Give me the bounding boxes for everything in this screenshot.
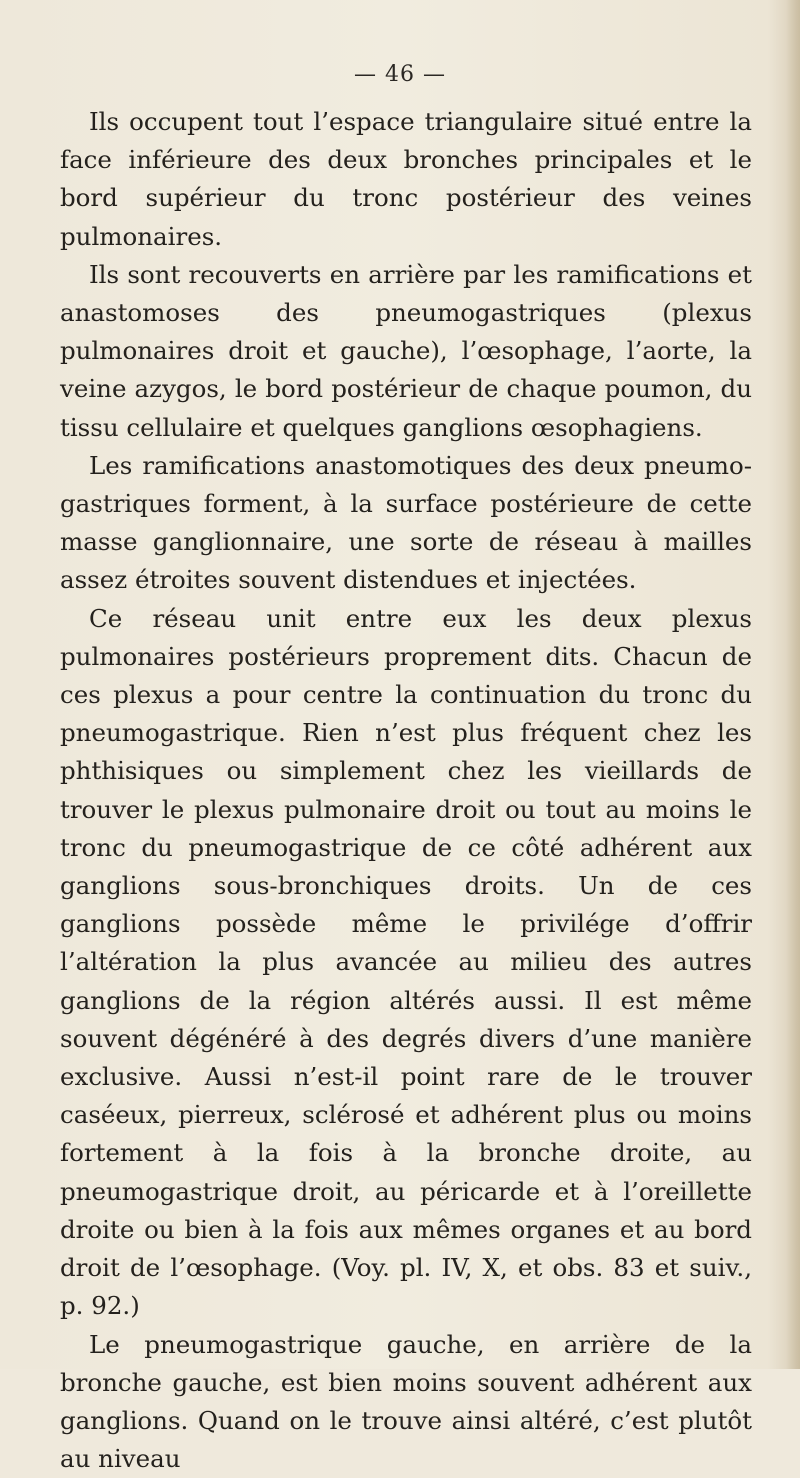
- page-number: — 46 —: [0, 62, 800, 87]
- paragraph-5: Le pneumogastrique gauche, en arrière de la bronche gauche, est bien moins souvent adhérent aux ganglions. Quand on le trouve ainsi altéré, c’est plutôt au niveau: [60, 1326, 752, 1478]
- paragraph-2: Ils sont recouverts en arrière par les ramifications et anastomoses des pneumogastriques (plexus pulmonaires droit et gauche), l’œsophage, l’aorte, la veine azygos, le bord postérieur de chaque poumon, du tissu cellulaire et quelques ganglions œsophagiens.: [60, 256, 752, 447]
- paragraph-4: Ce réseau unit entre eux les deux plexus pulmonaires postérieurs proprement dits. Chacun de ces plexus a pour centre la continuation du tronc du pneumogastrique. Rien n’est plus fréquent chez les phthisiques ou simplement chez les vieillards de trouver le plexus pulmonaire droit ou tout au moins le tronc du pneumogastrique de ce côté adhérent aux ganglions sous-bronchiques droits. Un de ces ganglions possède même le privilége d’offrir l’altération la plus avancée au milieu des autres ganglions de la région altérés aussi. Il est même souvent dégénéré à des degrés divers d’une manière exclusive. Aussi n’est-il point rare de le trouver caséeux, pierreux, sclérosé et adhérent plus ou moins fortement à la fois à la bronche droite, au pneumogastrique droit, au péricarde et à l’oreillette droite ou bien à la fois aux mêmes organes et au bord droit de l’œsophage. (Voy. pl. IV, X, et obs. 83 et suiv., p. 92.): [60, 600, 752, 1326]
- body-text: [60, 103, 752, 1478]
- paragraph-3: Les ramifications anastomotiques des deux pneumo-gastriques forment, à la surface postérieure de cette masse ganglionnaire, une sorte de réseau à mailles assez étroites souvent distendues et injectées.: [60, 447, 752, 600]
- paragraph-1: Ils occupent tout l’espace triangulaire situé entre la face inférieure des deux bronches principales et le bord supérieur du tronc postérieur des veines pulmonaires.: [60, 103, 752, 256]
- page-edge-shadow: [786, 0, 800, 1369]
